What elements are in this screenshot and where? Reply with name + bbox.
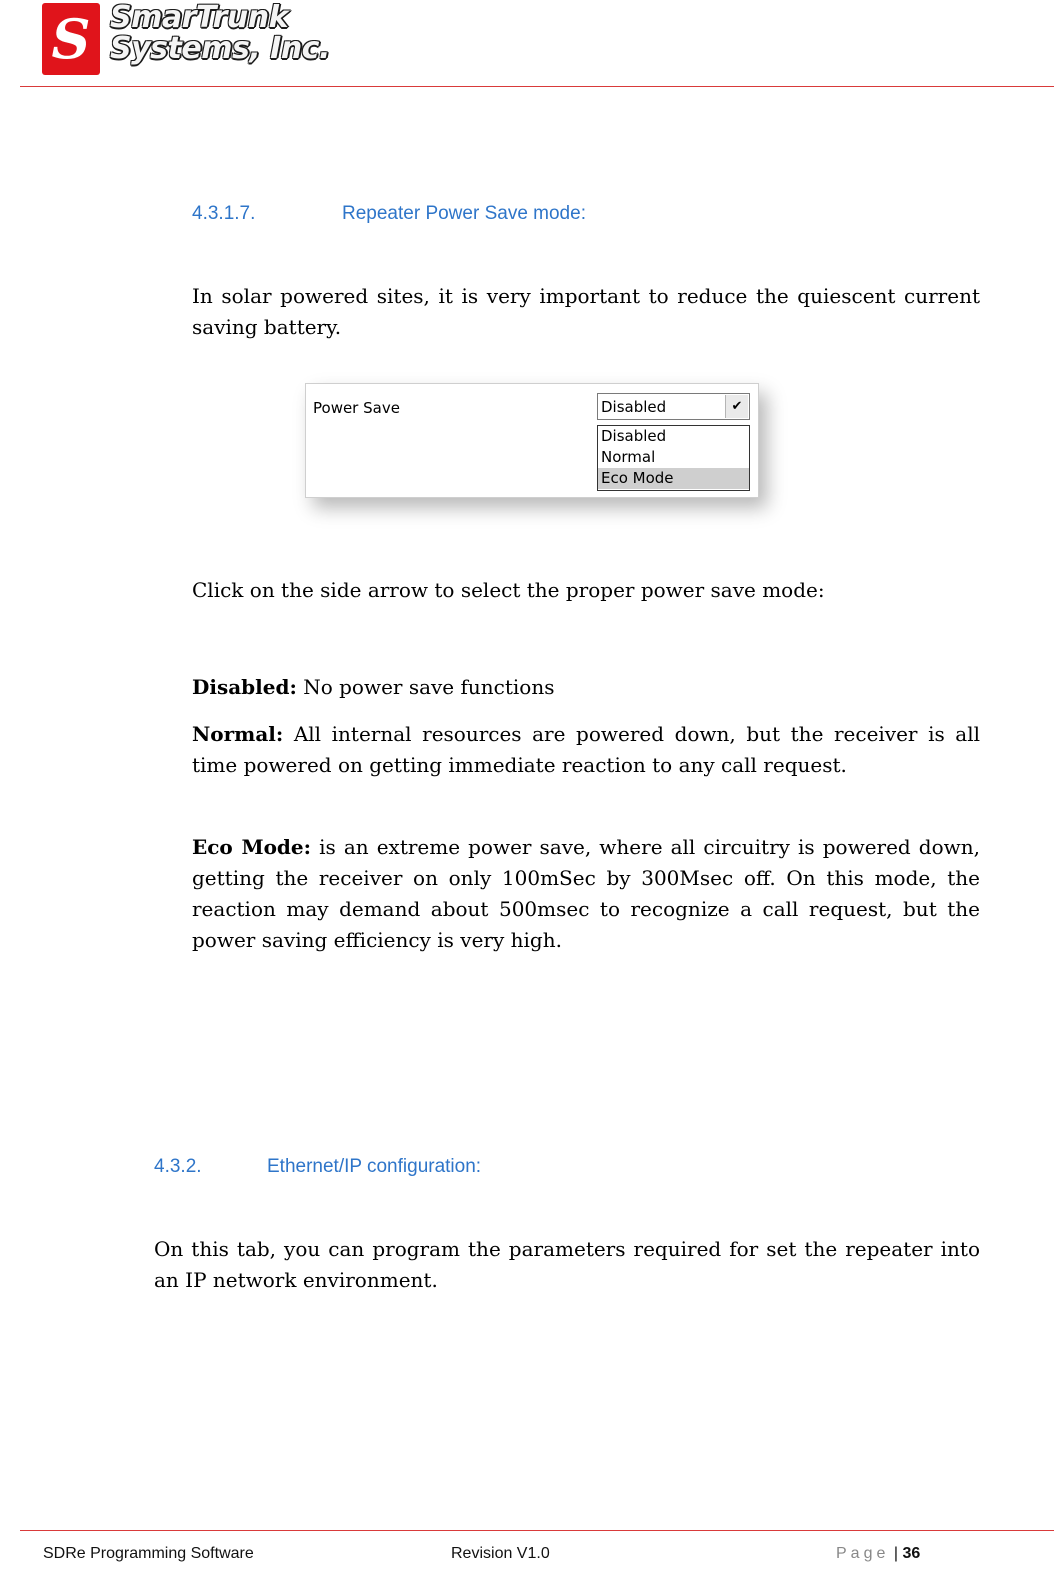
page-separator: |	[893, 1545, 898, 1562]
company-name-line2: Systems, Inc.	[110, 31, 330, 66]
intro-paragraph: In solar powered sites, it is very important to reduce the quiescent current saving battery.	[192, 284, 980, 339]
section-number: 4.3.2.	[154, 1156, 202, 1177]
dropdown-selected-value: Disabled	[601, 398, 667, 416]
dropdown-option-highlighted[interactable]: Eco Mode	[598, 468, 749, 489]
company-name-line1: SmarTrunk	[110, 0, 289, 35]
chevron-down-icon[interactable]: ✔	[725, 395, 748, 418]
mode-normal	[192, 719, 980, 781]
page-label: Page	[836, 1545, 890, 1562]
footer-doc-title: SDRe Programming Software	[43, 1545, 254, 1562]
mode-desc: No power save functions	[303, 675, 555, 699]
logo-glyph: S	[51, 7, 91, 71]
power-save-screenshot	[305, 383, 759, 498]
page-number: 36	[902, 1545, 921, 1562]
mode-disabled	[192, 672, 980, 703]
mode-desc: All internal resources are powered down, but the receiver is all time powered on getting immediate reaction to any call request.	[192, 722, 981, 777]
section-number: 4.3.1.7.	[192, 203, 256, 224]
footer-revision: Revision V1.0	[451, 1545, 550, 1562]
mode-term: Disabled:	[192, 675, 297, 699]
dropdown-options-list	[597, 425, 750, 491]
footer-page	[836, 1545, 920, 1563]
power-save-dropdown[interactable]	[597, 393, 750, 420]
header-divider	[20, 86, 1054, 87]
mode-term: Normal:	[192, 722, 284, 746]
ethernet-paragraph: On this tab, you can program the parameters required for set the repeater into an IP network environment.	[154, 1237, 980, 1292]
dropdown-option[interactable]: Normal	[601, 448, 656, 466]
company-logo-icon	[42, 3, 100, 75]
mode-desc: is an extreme power save, where all circuitry is powered down, getting the receiver on only 100mSec by 300Msec off. On this mode, the reaction may demand about 500msec to recognize a call request, but the power saving efficiency is very high.	[192, 835, 980, 952]
section-title: Ethernet/IP configuration:	[267, 1156, 482, 1177]
footer-divider	[20, 1530, 1054, 1531]
power-save-label: Power Save	[313, 399, 400, 417]
section-title: Repeater Power Save mode:	[342, 203, 586, 224]
dropdown-option[interactable]: Disabled	[601, 427, 667, 445]
company-name	[110, 2, 330, 64]
instructions-text: Click on the side arrow to select the proper power save mode:	[192, 578, 825, 602]
mode-term: Eco Mode:	[192, 835, 312, 859]
mode-eco	[192, 832, 980, 956]
